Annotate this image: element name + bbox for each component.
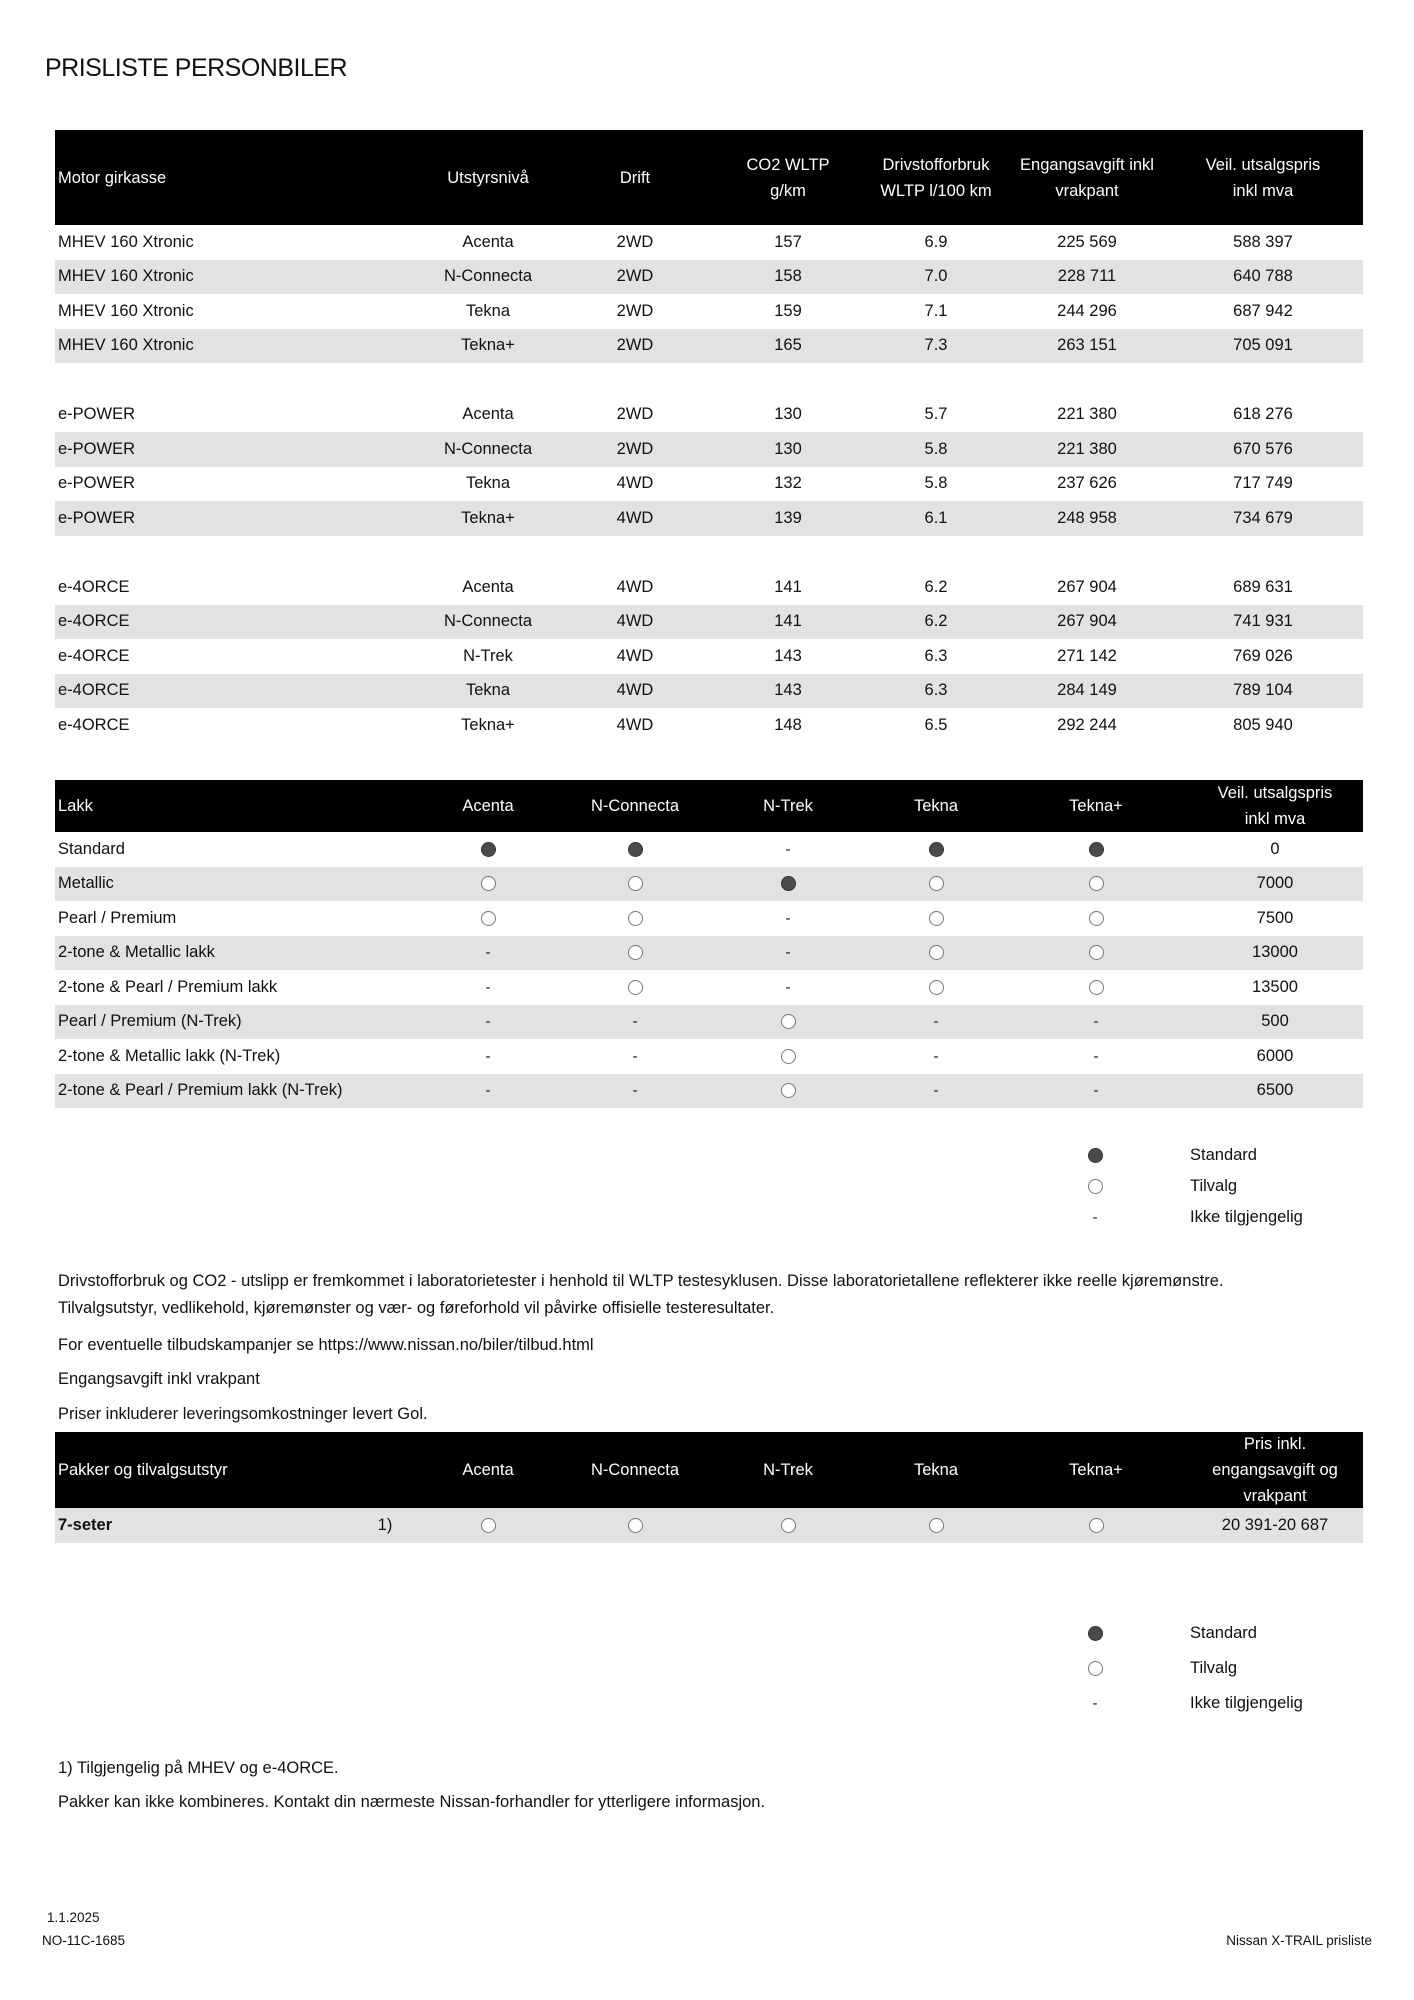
dash-icon: - <box>485 1013 491 1031</box>
empty-circle-icon <box>1089 911 1104 926</box>
paint-price: 500 <box>1261 1012 1289 1031</box>
legend-standard: Standard <box>1085 1140 1345 1171</box>
note-options: Tilvalgsutstyr, vedlikehold, kjøremønster og vær- og føreforhold vil påvirke offisielle testeresultater. <box>58 1299 775 1317</box>
package-table-header <box>55 1432 1363 1508</box>
table-cell: 670 576 <box>1233 439 1293 458</box>
table-row <box>55 832 1363 867</box>
column-header: Utstyrsnivå <box>447 168 529 187</box>
footer-doc-name: Nissan X-TRAIL prisliste <box>1226 1933 1372 1948</box>
dash-icon: - <box>485 1047 491 1065</box>
table-cell-model: e-4ORCE <box>58 612 130 631</box>
package-table <box>55 1432 1363 1543</box>
availability-cell <box>876 901 996 936</box>
filled-circle-icon <box>481 842 496 857</box>
table-row <box>55 225 1363 260</box>
filled-circle-icon <box>628 842 643 857</box>
paint-name: Pearl / Premium <box>58 908 177 927</box>
availability-cell <box>423 1005 553 1040</box>
dash-icon: - <box>485 1082 491 1100</box>
table-cell: 805 940 <box>1233 715 1293 734</box>
table-cell-model: e-POWER <box>58 474 136 493</box>
empty-circle-icon <box>929 980 944 995</box>
column-header: Tekna+ <box>1069 1461 1123 1479</box>
dash-icon: - <box>1092 1209 1098 1226</box>
availability-cell <box>728 1039 848 1074</box>
table-cell: Tekna <box>465 681 511 700</box>
table-row <box>55 1039 1363 1074</box>
availability-cell <box>728 1508 848 1543</box>
empty-circle-icon <box>481 911 496 926</box>
table-cell: 2WD <box>616 267 654 286</box>
empty-circle-icon <box>1089 1518 1104 1533</box>
table-row <box>55 329 1363 364</box>
table-cell: 618 276 <box>1233 405 1293 424</box>
column-header: Veil. utsalgspris inkl mva <box>1205 155 1321 200</box>
availability-cell <box>728 1074 848 1109</box>
table-cell: Tekna <box>465 301 511 320</box>
table-cell: Acenta <box>462 405 514 424</box>
column-header: CO2 WLTP g/km <box>746 155 830 200</box>
table-cell: 228 711 <box>1057 267 1117 286</box>
table-cell: 143 <box>774 646 802 665</box>
availability-cell <box>560 1005 710 1040</box>
table-cell: N-Connecta <box>443 439 533 458</box>
availability-cell <box>560 970 710 1005</box>
price-table <box>55 130 1363 743</box>
paint-name: 2-tone & Metallic lakk (N-Trek) <box>58 1046 281 1065</box>
availability-cell <box>876 936 996 971</box>
page-title: PRISLISTE PERSONBILER <box>45 54 348 82</box>
table-cell: 267 904 <box>1057 577 1117 596</box>
availability-cell <box>423 832 553 867</box>
table-cell-model: MHEV 160 Xtronic <box>58 267 194 286</box>
table-cell: 6.5 <box>924 715 948 734</box>
empty-circle-icon <box>1089 945 1104 960</box>
table-cell: 284 149 <box>1057 681 1117 700</box>
availability-cell <box>1031 1074 1161 1109</box>
column-header: Tekna+ <box>1069 797 1123 815</box>
empty-circle-icon <box>481 876 496 891</box>
dash-icon: - <box>485 944 491 962</box>
dash-icon: - <box>485 978 491 996</box>
table-cell: 132 <box>774 474 802 493</box>
paint-price: 6000 <box>1256 1046 1294 1065</box>
availability-cell <box>728 867 848 902</box>
table-cell: 5.8 <box>924 439 948 458</box>
table-cell: 588 397 <box>1233 232 1293 251</box>
note-wltp: Drivstofforbruk og CO2 - utslipp er fremkommet i laboratorietester i henhold til WLTP testesyklusen. Disse laboratorietallene reflekterer ikke reelle kjøremønstre. <box>58 1272 1224 1290</box>
footer-date: 1.1.2025 <box>47 1910 100 1925</box>
paint-price: 6500 <box>1256 1081 1294 1100</box>
table-cell: Tekna+ <box>461 336 515 355</box>
table-cell: N-Connecta <box>443 267 533 286</box>
availability-cell <box>1031 832 1161 867</box>
empty-circle-icon <box>781 1518 796 1533</box>
footer-code: NO-11C-1685 <box>42 1933 126 1948</box>
table-cell-model: e-4ORCE <box>58 646 130 665</box>
table-cell: 2WD <box>616 232 654 251</box>
availability-cell <box>1031 1039 1161 1074</box>
column-header: Engangsavgift inkl vrakpant <box>1020 155 1154 200</box>
filled-circle-icon <box>1089 842 1104 857</box>
price-table-body <box>55 225 1363 743</box>
column-header: N-Connecta <box>590 1461 680 1479</box>
table-row <box>55 639 1363 674</box>
table-cell: 769 026 <box>1233 646 1293 665</box>
table-cell: 141 <box>774 577 802 596</box>
table-row <box>55 605 1363 640</box>
dash-icon: - <box>785 978 791 996</box>
table-cell: 237 626 <box>1057 474 1117 493</box>
table-cell: 130 <box>774 405 802 424</box>
table-cell: 221 380 <box>1057 439 1117 458</box>
empty-circle-icon <box>628 1518 643 1533</box>
paint-price: 7000 <box>1256 874 1294 893</box>
dash-icon: - <box>1092 1695 1098 1712</box>
empty-circle-icon <box>1088 1661 1103 1676</box>
table-cell: Tekna <box>465 474 511 493</box>
table-cell: 165 <box>774 336 802 355</box>
package-price: 20 391-20 687 <box>1221 1515 1329 1534</box>
legend-2 <box>1085 1616 1345 1721</box>
table-cell: 6.9 <box>924 232 948 251</box>
availability-cell <box>1031 867 1161 902</box>
legend-unavailable: - Ikke tilgjengelig <box>1085 1686 1345 1721</box>
availability-cell <box>423 970 553 1005</box>
table-cell-model: e-4ORCE <box>58 577 130 596</box>
legend-tilvalg: Tilvalg <box>1085 1171 1345 1202</box>
table-cell: 4WD <box>616 612 654 631</box>
table-cell: 717 749 <box>1233 474 1293 493</box>
column-header: Acenta <box>462 1461 514 1479</box>
table-cell: 141 <box>774 612 802 631</box>
table-cell: 263 151 <box>1057 336 1117 355</box>
empty-circle-icon <box>628 980 643 995</box>
empty-circle-icon <box>481 1518 496 1533</box>
footnote-ref: 1) <box>377 1515 393 1534</box>
note-campaigns: For eventuelle tilbudskampanjer se https://www.nissan.no/biler/tilbud.html <box>58 1336 594 1354</box>
table-cell: 4WD <box>616 508 654 527</box>
availability-cell <box>560 1508 710 1543</box>
column-header: N-Trek <box>763 797 813 815</box>
table-row <box>55 1508 1363 1543</box>
column-header: Veil. utsalgspris inkl mva <box>1217 784 1333 828</box>
table-row <box>55 936 1363 971</box>
paint-price: 7500 <box>1256 908 1294 927</box>
table-cell: 6.3 <box>924 681 948 700</box>
availability-cell <box>876 1039 996 1074</box>
table-cell: 2WD <box>616 405 654 424</box>
table-cell-model: MHEV 160 Xtronic <box>58 336 194 355</box>
table-cell: 139 <box>774 508 802 527</box>
paint-price: 0 <box>1270 839 1280 858</box>
availability-cell <box>728 901 848 936</box>
table-row <box>55 901 1363 936</box>
availability-cell <box>728 832 848 867</box>
table-cell: N-Trek <box>463 646 513 665</box>
table-cell: 4WD <box>616 646 654 665</box>
legend <box>1085 1140 1345 1233</box>
column-header: N-Connecta <box>590 797 680 815</box>
table-cell: 221 380 <box>1057 405 1117 424</box>
availability-cell <box>876 832 996 867</box>
table-row <box>55 398 1363 433</box>
package-name: 7-seter <box>58 1515 113 1534</box>
availability-cell <box>560 1074 710 1109</box>
empty-circle-icon <box>628 876 643 891</box>
column-header: Pakker og tilvalgsutstyr <box>58 1461 228 1479</box>
table-cell: 7.3 <box>924 336 948 355</box>
empty-circle-icon <box>781 1083 796 1098</box>
table-cell: 7.0 <box>924 267 948 286</box>
availability-cell <box>560 832 710 867</box>
paint-name: 2-tone & Pearl / Premium lakk <box>58 977 278 996</box>
table-row <box>55 867 1363 902</box>
table-cell: 4WD <box>616 577 654 596</box>
table-cell: 789 104 <box>1233 681 1293 700</box>
table-cell: 225 569 <box>1057 232 1117 251</box>
table-row <box>55 1005 1363 1040</box>
paint-price: 13500 <box>1252 977 1298 996</box>
dash-icon: - <box>785 840 791 858</box>
table-row <box>55 674 1363 709</box>
availability-cell <box>876 1005 996 1040</box>
empty-circle-icon <box>929 876 944 891</box>
column-header: N-Trek <box>763 1461 813 1479</box>
availability-cell <box>423 936 553 971</box>
legend-tilvalg: Tilvalg <box>1085 1651 1345 1686</box>
table-cell: 271 142 <box>1057 646 1117 665</box>
paint-name: 2-tone & Pearl / Premium lakk (N-Trek) <box>58 1081 343 1100</box>
table-cell-model: MHEV 160 Xtronic <box>58 232 194 251</box>
dash-icon: - <box>933 1082 939 1100</box>
table-row <box>55 294 1363 329</box>
availability-cell <box>728 1005 848 1040</box>
table-cell: 148 <box>774 715 802 734</box>
table-cell-model: e-POWER <box>58 439 136 458</box>
empty-circle-icon <box>628 911 643 926</box>
column-header: Motor girkasse <box>58 168 167 187</box>
dash-icon: - <box>1093 1082 1099 1100</box>
table-cell: Acenta <box>462 232 514 251</box>
availability-cell <box>423 1074 553 1109</box>
table-cell: 6.2 <box>924 612 948 631</box>
paint-price: 13000 <box>1252 943 1298 962</box>
empty-circle-icon <box>929 911 944 926</box>
table-cell: 4WD <box>616 715 654 734</box>
footnote-packages: Pakker kan ikke kombineres. Kontakt din nærmeste Nissan-forhandler for ytterligere informasjon. <box>58 1793 766 1811</box>
paint-table <box>55 780 1363 1108</box>
table-row <box>55 467 1363 502</box>
filled-circle-icon <box>781 876 796 891</box>
footnote-availability: 1) Tilgjengelig på MHEV og e-4ORCE. <box>58 1759 339 1777</box>
table-cell: Tekna+ <box>461 715 515 734</box>
table-cell: N-Connecta <box>443 612 533 631</box>
empty-circle-icon <box>781 1014 796 1029</box>
availability-cell <box>1031 1005 1161 1040</box>
table-cell-model: e-4ORCE <box>58 715 130 734</box>
table-cell: 4WD <box>616 681 654 700</box>
availability-cell <box>876 1074 996 1109</box>
table-cell: 157 <box>774 232 802 251</box>
table-cell: 640 788 <box>1233 267 1293 286</box>
dash-icon: - <box>933 1013 939 1031</box>
price-table-header <box>55 130 1363 225</box>
table-cell-model: e-POWER <box>58 405 136 424</box>
table-cell: 2WD <box>616 301 654 320</box>
column-header: Pris inkl. engangsavgift og vrakpant <box>1212 1435 1338 1505</box>
table-cell: 4WD <box>616 474 654 493</box>
availability-cell <box>560 867 710 902</box>
column-header: Acenta <box>462 797 514 815</box>
column-header: Lakk <box>58 797 93 815</box>
filled-circle-icon <box>1088 1626 1103 1641</box>
empty-circle-icon <box>1089 980 1104 995</box>
table-cell: 159 <box>774 301 802 320</box>
paint-name: Pearl / Premium (N-Trek) <box>58 1012 242 1031</box>
table-cell: 2WD <box>616 336 654 355</box>
table-cell: 705 091 <box>1233 336 1293 355</box>
empty-circle-icon <box>628 945 643 960</box>
column-header: Tekna <box>913 1461 959 1479</box>
note-delivery: Priser inkluderer leveringsomkostninger levert Gol. <box>58 1405 428 1423</box>
table-cell-model: e-POWER <box>58 508 136 527</box>
empty-circle-icon <box>781 1049 796 1064</box>
column-header: Drivstofforbruk WLTP l/100 km <box>880 155 992 200</box>
table-cell: Acenta <box>462 577 514 596</box>
availability-cell <box>728 970 848 1005</box>
empty-circle-icon <box>1088 1179 1103 1194</box>
table-cell: 5.7 <box>924 405 948 424</box>
table-cell: 689 631 <box>1233 577 1293 596</box>
availability-cell <box>1031 1508 1161 1543</box>
table-cell: 2WD <box>616 439 654 458</box>
availability-cell <box>560 901 710 936</box>
availability-cell <box>560 1039 710 1074</box>
table-cell-model: MHEV 160 Xtronic <box>58 301 194 320</box>
table-cell: 130 <box>774 439 802 458</box>
empty-circle-icon <box>1089 876 1104 891</box>
paint-table-body <box>55 832 1363 1108</box>
legend-standard: Standard <box>1085 1616 1345 1651</box>
table-row <box>55 570 1363 605</box>
table-cell: 741 931 <box>1233 612 1293 631</box>
dash-icon: - <box>933 1047 939 1065</box>
table-cell: 244 296 <box>1057 301 1117 320</box>
filled-circle-icon <box>929 842 944 857</box>
availability-cell <box>1031 970 1161 1005</box>
table-cell: 143 <box>774 681 802 700</box>
dash-icon: - <box>785 944 791 962</box>
table-cell: 7.1 <box>924 301 948 320</box>
table-row <box>55 1074 1363 1109</box>
table-row <box>55 708 1363 743</box>
empty-circle-icon <box>929 1518 944 1533</box>
table-cell: 158 <box>774 267 802 286</box>
table-row <box>55 970 1363 1005</box>
dash-icon: - <box>1093 1013 1099 1031</box>
availability-cell <box>728 936 848 971</box>
column-header: Drift <box>619 168 651 187</box>
paint-name: 2-tone & Metallic lakk <box>58 943 215 962</box>
dash-icon: - <box>632 1082 638 1100</box>
table-row <box>55 432 1363 467</box>
table-cell: 248 958 <box>1057 508 1117 527</box>
table-cell: Tekna+ <box>461 508 515 527</box>
table-cell: 687 942 <box>1233 301 1293 320</box>
column-header: Tekna <box>913 797 959 815</box>
table-cell: 5.8 <box>924 474 948 493</box>
table-cell: 6.2 <box>924 577 948 596</box>
table-cell: 6.3 <box>924 646 948 665</box>
table-cell-model: e-4ORCE <box>58 681 130 700</box>
table-row <box>55 260 1363 295</box>
dash-icon: - <box>785 909 791 927</box>
availability-cell <box>560 936 710 971</box>
availability-cell <box>423 1039 553 1074</box>
table-row <box>55 501 1363 536</box>
availability-cell <box>423 1508 553 1543</box>
availability-cell <box>876 867 996 902</box>
paint-name: Standard <box>58 839 125 858</box>
table-cell: 267 904 <box>1057 612 1117 631</box>
availability-cell <box>423 867 553 902</box>
legend-unavailable: - Ikke tilgjengelig <box>1085 1202 1345 1233</box>
availability-cell <box>423 901 553 936</box>
table-cell: 6.1 <box>924 508 948 527</box>
availability-cell <box>876 970 996 1005</box>
table-cell: 734 679 <box>1233 508 1293 527</box>
availability-cell <box>1031 936 1161 971</box>
paint-table-header <box>55 780 1363 832</box>
availability-cell <box>876 1508 996 1543</box>
dash-icon: - <box>1093 1047 1099 1065</box>
dash-icon: - <box>632 1047 638 1065</box>
dash-icon: - <box>632 1013 638 1031</box>
note-registration-tax: Engangsavgift inkl vrakpant <box>58 1370 260 1388</box>
availability-cell <box>1031 901 1161 936</box>
package-table-body <box>55 1508 1363 1543</box>
filled-circle-icon <box>1088 1148 1103 1163</box>
empty-circle-icon <box>929 945 944 960</box>
table-cell: 292 244 <box>1057 715 1117 734</box>
paint-name: Metallic <box>58 874 114 893</box>
